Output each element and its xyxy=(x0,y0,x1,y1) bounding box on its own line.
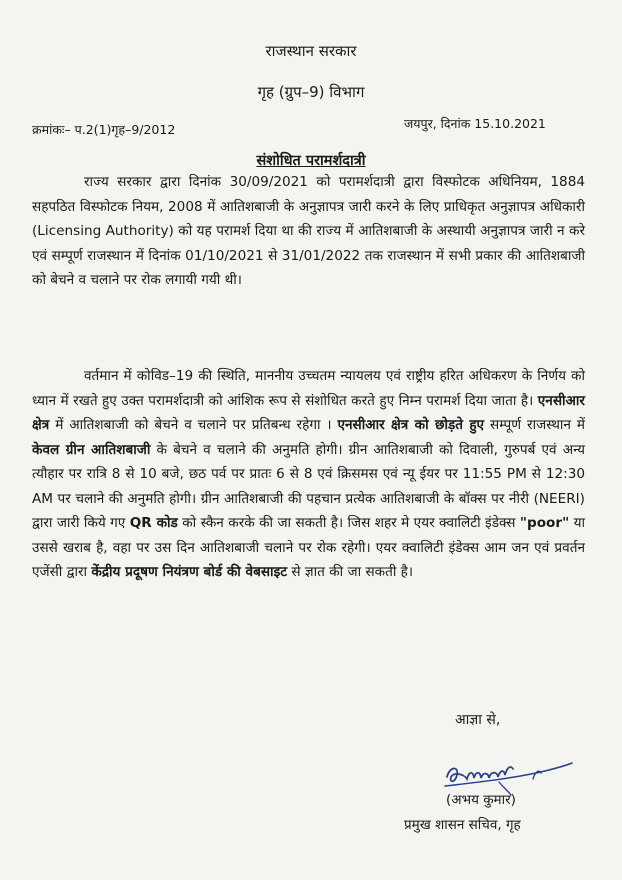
p2-bold-excluding-ncr: एनसीआर क्षेत्र को छोड़ते हुए xyxy=(337,417,485,433)
subject-heading: संशोधित परामर्शदात्री xyxy=(256,153,366,169)
p2-text-7: से ज्ञात की जा सकती है। xyxy=(287,564,414,580)
p2-text-2: में आतिशबाजी को बेचने व चलाने पर प्रतिबन्ध रहेगा । xyxy=(49,417,338,433)
by-order-line: आज्ञा से, xyxy=(455,712,501,728)
department-name: गृह (ग्रुप–9) विभाग xyxy=(257,83,365,101)
p2-text-6: या उससे खराब है, वहा पर उस दिन आतिशबाजी चलाने पर रोक रहेगी। एयर क्वालिटी इंडेक्स आम जन एवं प्रवर्तन एजेंसी द्वारा xyxy=(32,515,585,580)
p2-bold-cpcb-website: केंद्रीय प्रदूषण नियंत्रण बोर्ड की वेबसाइट xyxy=(91,564,288,580)
p2-bold-ncr: एनसीआर क्षेत्र xyxy=(32,392,585,433)
p2-bold-green-only: केवल ग्रीन आतिशबाजी xyxy=(32,441,151,458)
signatory-designation: प्रमुख शासन सचिव, गृह xyxy=(404,817,521,833)
paragraph-1: राज्य सरकार द्वारा दिनांक 30/09/2021 को परामर्शदात्री द्वारा विस्फोटक अधिनियम, 1884 सहपठित विस्फोटक नियम, 2008 में आतिशबाजी के अनुज्ञापत्र जारी करने के लिए प्राधिकृत अनुज्ञापत्र अधिकारी (Licensing Authority) को यह परामर्श दिया था की राज्य में आतिशबाजी के अस्थायी अनुज्ञापत्र जारी न करे एवं सम्पूर्ण राजस्थान में दिनांक 01/10/2021 से 31/01/2022 तक राजस्थान में सभी प्रकार की आतिशबाजी को बेचने व चलाने पर रोक लगायी गयी थी। xyxy=(32,174,585,288)
p2-text-5: को स्कैन करके की जा सकती है। जिस शहर मे एयर क्वालिटी इंडेक्स xyxy=(177,515,520,531)
p2-bold-poor: "poor" xyxy=(519,515,570,531)
p2-text-4: के बेचने व चलाने की अनुमति होगी। ग्रीन आतिशबाजी को दिवाली, गुरुपर्ब एवं अन्य त्यौहार पर रात्रि 8 से 10 बजे, छठ पर्व पर प्रातः 6 से 8 एवं क्रिसमस एवं न्यू ईयर पर 11:55 PM से 12:30 AM पर चलाने की अनुमति होगी। ग्रीन आतिशबाजी की पहचान प्रत्येक आतिशबाजी के बॉक्स पर नीरी (NEERI) द्वारा जारी किये गए xyxy=(32,441,586,531)
p2-bold-qr-code: QR कोड xyxy=(129,515,178,531)
government-name: राजस्थान सरकार xyxy=(265,42,357,60)
signatory-name: (अभय कुमार) xyxy=(446,792,516,808)
place-date: जयपुर, दिनांक 15.10.2021 xyxy=(404,116,546,131)
p2-text-3: सम्पूर्ण राजस्थान में xyxy=(484,417,586,433)
p2-text-1: वर्तमान में कोविड–19 की स्थिति, माननीय उच्चतम न्यायलय एवं राष्ट्रीय हरित अधिकरण के निर्णय को ध्यान में रखते हुए उक्त परामर्शदात्री को आंशिक रूप से संशोधित करते हुए निम्न परामर्श दिया जाता है। xyxy=(32,368,585,409)
reference-number: क्रमांकः– प.2(1)गृह–9/2012 xyxy=(32,122,176,137)
paragraph-2 xyxy=(32,364,585,585)
